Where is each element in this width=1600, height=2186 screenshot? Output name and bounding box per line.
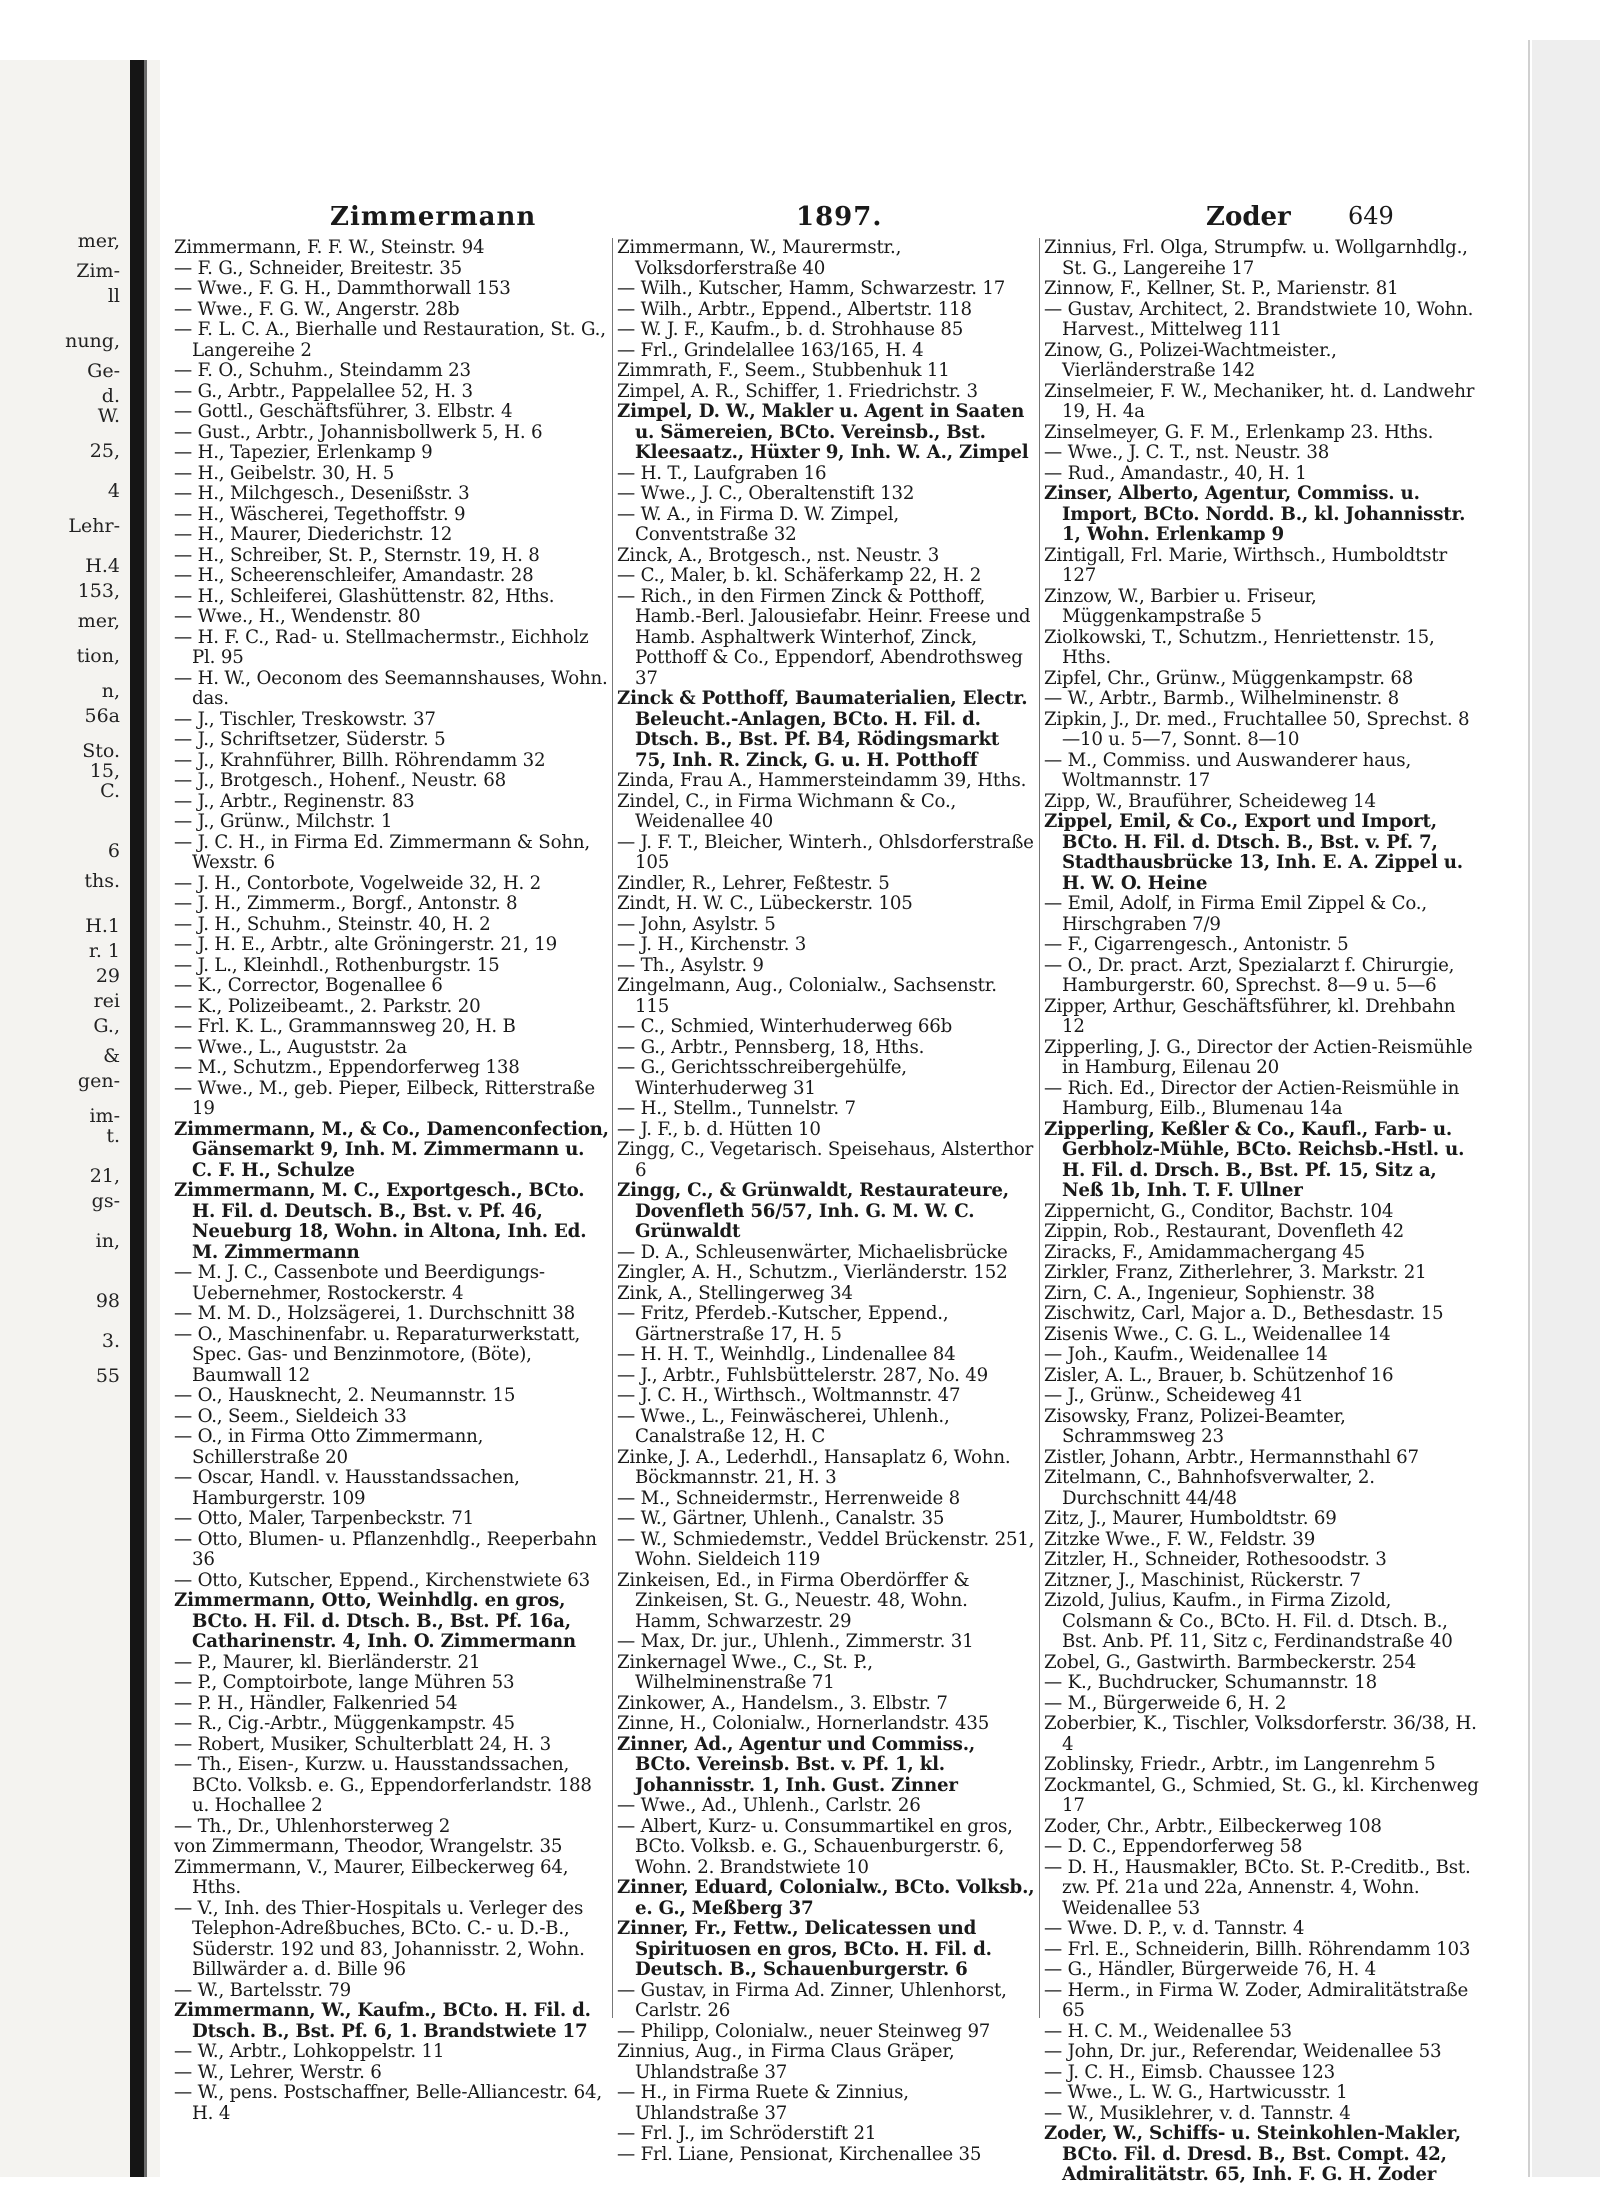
directory-entry: — Frl. E., Schneiderin, Billh. Röhrendamm 103	[1044, 1938, 1471, 1960]
gutter-text: rei	[93, 990, 120, 1012]
directory-entry: — M. M. D., Holzsägerei, 1. Durchschnitt 38	[174, 1303, 575, 1324]
directory-entry: — Wilh., Kutscher, Hamm, Schwarzestr. 17	[617, 278, 1006, 299]
directory-entry: Zinck & Potthoff, Baumaterialien, Electr. Beleucht.-Anlagen, BCto. H. Fil. d. Dtsch. B., Bst. Pf. B4, Rödingsmarkt 75, Inh. R. Zinck, G. u. H. Potthoff	[617, 688, 1028, 771]
directory-entry: — H. C. M., Weidenallee 53	[1044, 2020, 1292, 2042]
directory-entry: — F., Cigarrengesch., Antonistr. 5	[1044, 934, 1349, 955]
directory-entry: — Gustav, Architect, 2. Brandstwiete 10, Wohn. Harvest., Mittelweg 111	[1044, 298, 1474, 340]
gutter-text: ll	[107, 285, 120, 307]
running-head-left: Zimmermann	[330, 202, 537, 232]
directory-entry: — Robert, Musiker, Schulterblatt 24, H. 3	[174, 1733, 551, 1755]
directory-entry: — J. C. H., Eimsb. Chaussee 123	[1044, 2061, 1335, 2083]
directory-entry: — J. L., Kleinhdl., Rothenburgstr. 15	[174, 954, 500, 976]
directory-entry: Zingg, C., Vegetarisch. Speisehaus, Alsterthor 6	[617, 1139, 1034, 1181]
directory-entry: Zimmrath, F., Seem., Stubbenhuk 11	[617, 360, 950, 381]
gutter-text: r. 1	[88, 940, 120, 962]
directory-entry: Zimpel, A. R., Schiffer, 1. Friedrichstr. 3	[617, 380, 978, 402]
directory-entry: Zitzke Wwe., F. W., Feldstr. 39	[1044, 1528, 1316, 1550]
directory-entry: — H., Wäscherei, Tegethoffstr. 9	[174, 503, 466, 525]
directory-entry: — J., Grünw., Milchstr. 1	[174, 811, 393, 832]
gutter-text: Ge-	[87, 360, 120, 382]
page-header	[186, 202, 1486, 236]
directory-entry: — K., Buchdrucker, Schumannstr. 18	[1044, 1672, 1377, 1693]
gutter-text: t.	[106, 1125, 120, 1147]
gutter-text: in,	[95, 1230, 120, 1252]
directory-entry: — K., Polizeibeamt., 2. Parkstr. 20	[174, 995, 481, 1017]
directory-entry: Zingler, A. H., Schutzm., Vierländerstr. 152	[617, 1262, 1008, 1283]
directory-entry: — Th., Eisen-, Kurzw. u. Hausstandssachen, BCto. Volksb. e. G., Eppendorferlandstr. 188 u. Hochallee 2	[174, 1754, 592, 1816]
directory-entry: Zizold, Julius, Kaufm., in Firma Zizold, Colsmann & Co., BCto. H. Fil. d. Dtsch. B., Bst. Anb. Pf. 11, Sitz c, Ferdinandstraße 40	[1044, 1590, 1453, 1652]
gutter-text: 153,	[77, 580, 120, 602]
directory-entry: — W., Musiklehrer, v. d. Tannstr. 4	[1044, 2102, 1351, 2124]
directory-entry: — Frl. J., im Schröderstift 21	[617, 2123, 877, 2144]
directory-entry: — Albert, Kurz- u. Consummartikel en gros, BCto. Volksb. e. G., Schauenburgerstr. 6, Wohn. 2. Brandstwiete 10	[617, 1815, 1013, 1878]
directory-entry: Zinkower, A., Handelsm., 3. Elbstr. 7	[617, 1692, 948, 1714]
directory-column-1	[174, 238, 610, 2124]
directory-entry: Zinner, Fr., Fettw., Delicatessen und Spirituosen en gros, BCto. H. Fil. d. Deutsch. B., Schauenburgerstr. 6	[617, 1918, 992, 1980]
directory-entry: — Herm., in Firma W. Zoder, Admiralitätstraße 65	[1044, 1979, 1469, 2021]
directory-entry: — Wwe., F. G. W., Angerstr. 28b	[174, 298, 460, 320]
directory-entry: — Wwe., H., Wendenstr. 80	[174, 606, 421, 627]
directory-entry: — W., pens. Postschaffner, Belle-Alliancestr. 64, H. 4	[174, 2082, 602, 2124]
directory-entry: — O., Seem., Sieldeich 33	[174, 1405, 407, 1427]
directory-entry: Zinnius, Aug., in Firma Claus Gräper, Uhlandstraße 37	[617, 2041, 955, 2083]
directory-entry: — J., Schriftsetzer, Süderstr. 5	[174, 729, 446, 750]
directory-entry: Zirn, C. A., Ingenieur, Sophienstr. 38	[1044, 1282, 1375, 1304]
directory-entry: — D. A., Schleusenwärter, Michaelisbrücke	[617, 1241, 1008, 1263]
directory-entry: — M., Schneidermstr., Herrenweide 8	[617, 1487, 961, 1509]
directory-entry: — Emil, Adolf, in Firma Emil Zippel & Co., Hirschgraben 7/9	[1044, 893, 1427, 935]
directory-entry: — P. H., Händler, Falkenried 54	[174, 1692, 458, 1714]
directory-entry: — W. J. F., Kaufm., b. d. Strohhause 85	[617, 319, 964, 340]
directory-entry: — Fritz, Pferdeb.-Kutscher, Eppend., Gärtnerstraße 17, H. 5	[617, 1303, 949, 1345]
directory-entry: Zitzler, H., Schneider, Rothesoodstr. 3	[1044, 1549, 1387, 1570]
directory-entry: Zockmantel, G., Schmied, St. G., kl. Kirchenweg 17	[1044, 1774, 1479, 1816]
directory-entry: — V., Inh. des Thier-Hospitals u. Verleger des Telephon-Adreßbuches, BCto. C.- u. D.-B., Süderstr. 192 und 83, Johannisstr. 2, Wohn. Billwärder a. d. Bille 96	[174, 1897, 585, 1980]
directory-entry: Zoder, W., Schiffs- u. Steinkohlen-Makler, BCto. Fil. d. Dresd. B., Bst. Compt. 42, Admiralitätstr. 65, Inh. F. G. H. Zoder	[1044, 2123, 1461, 2185]
gutter-text: 55	[95, 1365, 120, 1387]
directory-entry: — Gustav, in Firma Ad. Zinner, Uhlenhorst, Carlstr. 26	[617, 1979, 1007, 2021]
directory-entry: — M., Bürgerweide 6, H. 2	[1044, 1692, 1287, 1714]
directory-entry: Zitelmann, C., Bahnhofsverwalter, 2. Durchschnitt 44/48	[1044, 1467, 1375, 1509]
directory-entry: Zisler, A. L., Brauer, b. Schützenhof 16	[1044, 1364, 1394, 1386]
directory-entry: Zipperling, J. G., Director der Actien-Reismühle in Hamburg, Eilenau 20	[1044, 1036, 1473, 1078]
directory-entry: — P., Comptoirbote, lange Mühren 53	[174, 1672, 515, 1693]
directory-entry: Zitzner, J., Maschinist, Rückerstr. 7	[1044, 1569, 1361, 1591]
directory-entry: Zipperling, Keßler & Co., Kaufl., Farb- u. Gerbholz-Mühle, BCto. Reichsb.-Hstl. u. H. Fil. d. Drsch. B., Bst. Pf. 15, Sitz a, Neß 1b, Inh. T. F. Ullner	[1044, 1118, 1465, 1201]
directory-entry: Zinck, A., Brotgesch., nst. Neustr. 3	[617, 544, 940, 566]
gutter-text: d.	[101, 385, 120, 407]
directory-entry: — H., Schleiferei, Glashüttenstr. 82, Hths.	[174, 585, 555, 607]
directory-entry: Zisenis Wwe., C. G. L., Weidenallee 14	[1044, 1323, 1391, 1345]
directory-entry: Zindler, R., Lehrer, Feßtestr. 5	[617, 872, 890, 894]
gutter-text: H.1	[85, 915, 120, 937]
directory-entry: — H. W., Oeconom des Seemannshauses, Wohn. das.	[174, 667, 608, 709]
directory-entry: Zimpel, D. W., Makler u. Agent in Saaten u. Sämereien, BCto. Vereinsb., Bst. Kleesaatz., Hüxter 9, Inh. W. A., Zimpel	[617, 401, 1029, 463]
directory-entry: — H., Scheerenschleifer, Amandastr. 28	[174, 565, 534, 586]
directory-entry: — G., Arbtr., Pappelallee 52, H. 3	[174, 380, 473, 402]
directory-entry: — Wwe., J. C., Oberaltenstift 132	[617, 483, 915, 504]
directory-entry: — W., Lehrer, Werstr. 6	[174, 2061, 382, 2083]
directory-entry: — Joh., Kaufm., Weidenallee 14	[1044, 1344, 1328, 1365]
directory-entry: — J., Grünw., Scheideweg 41	[1044, 1385, 1304, 1406]
directory-entry: Zinkeisen, Ed., in Firma Oberdörffer & Zinkeisen, St. G., Neuestr. 48, Wohn. Hamm, Schwarzestr. 29	[617, 1569, 970, 1632]
directory-entry: Zipper, Arthur, Geschäftsführer, kl. Drehbahn 12	[1044, 995, 1456, 1037]
directory-entry: Zimmermann, W., Maurermstr., Volksdorferstraße 40	[617, 237, 902, 279]
directory-entry: Zoblinsky, Friedr., Arbtr., im Langenrehm 5	[1044, 1754, 1436, 1775]
directory-entry: — O., Hausknecht, 2. Neumannstr. 15	[174, 1385, 516, 1406]
directory-entry: — H., in Firma Ruete & Zinnius, Uhlandstraße 37	[617, 2082, 909, 2124]
directory-entry: — J. F. T., Bleicher, Winterh., Ohlsdorferstraße 105	[617, 831, 1034, 873]
directory-entry: — Wwe., M., geb. Pieper, Eilbeck, Ritterstraße 19	[174, 1077, 595, 1119]
directory-entry: — Otto, Blumen- u. Pflanzenhdlg., Reeperbahn 36	[174, 1528, 597, 1570]
directory-entry: Zistler, Johann, Arbtr., Hermannsthahl 67	[1044, 1446, 1419, 1468]
directory-entry: Zink, A., Stellingerweg 34	[617, 1282, 853, 1304]
directory-entry: — J., Arbtr., Reginenstr. 83	[174, 790, 415, 812]
directory-entry: — Frl., Grindelallee 163/165, H. 4	[617, 339, 924, 361]
directory-entry: — W. A., in Firma D. W. Zimpel, Conventstraße 32	[617, 503, 899, 545]
directory-entry: — Oscar, Handl. v. Hausstandssachen, Hamburgerstr. 109	[174, 1467, 520, 1509]
directory-entry: Zinner, Ad., Agentur und Commiss., BCto. Vereinsb. Bst. v. Pf. 1, kl. Johannisstr. 1, Inh. Gust. Zinner	[617, 1733, 975, 1796]
directory-entry: Zippin, Rob., Restaurant, Dovenfleth 42	[1044, 1221, 1404, 1242]
directory-entry: — J. H., Schuhm., Steinstr. 40, H. 2	[174, 913, 491, 935]
gutter-text: 3.	[101, 1330, 120, 1352]
directory-entry: Zinzow, W., Barbier u. Friseur, Müggenkampstraße 5	[1044, 585, 1317, 627]
directory-entry: — Rich. Ed., Director der Actien-Reismühle in Hamburg, Eilb., Blumenau 14a	[1044, 1077, 1460, 1119]
gutter-text: C.	[100, 780, 120, 802]
directory-entry: Ziracks, F., Amidammachergang 45	[1044, 1241, 1365, 1263]
directory-entry: — O., Maschinenfabr. u. Reparaturwerkstatt, Spec. Gas- und Benzinmotore, (Böte), Baumwall 12	[174, 1323, 581, 1386]
directory-entry: — Wwe., L., Feinwäscherei, Uhlenh., Canalstraße 12, H. C	[617, 1405, 950, 1447]
directory-entry: Zindt, H. W. C., Lübeckerstr. 105	[617, 893, 913, 914]
book-spine	[130, 60, 144, 2177]
running-head-right: Zoder	[1206, 202, 1291, 232]
directory-entry: — D. H., Hausmakler, BCto. St. P.-Creditb., Bst. zw. Pf. 21a und 22a, Annenstr. 4, Wohn. Weidenallee 53	[1044, 1856, 1471, 1919]
column-rule	[612, 238, 613, 2018]
directory-entry: — M., Schutzm., Eppendorferweg 138	[174, 1057, 520, 1078]
gutter-text: n,	[101, 680, 120, 702]
directory-entry: Zimmermann, M. C., Exportgesch., BCto. H. Fil. d. Deutsch. B., Bst. v. Pf. 46, Neueburg 18, Wohn. in Altona, Inh. Ed. M. Zimmermann	[174, 1180, 587, 1263]
directory-entry: — H., Geibelstr. 30, H. 5	[174, 462, 395, 484]
directory-entry: — W., Bartelsstr. 79	[174, 1979, 351, 2001]
directory-entry: Zipp, W., Brauführer, Scheideweg 14	[1044, 790, 1376, 812]
directory-entry: Zitz, J., Maurer, Humboldtstr. 69	[1044, 1508, 1337, 1529]
directory-entry: — W., Schmiedemstr., Veddel Brückenstr. 251, Wohn. Sieldeich 119	[617, 1528, 1035, 1570]
directory-entry: — Gottl., Geschäftsführer, 3. Elbstr. 4	[174, 401, 513, 422]
directory-entry: Zoder, Chr., Arbtr., Eilbeckerweg 108	[1044, 1815, 1382, 1837]
directory-entry: — F. O., Schuhm., Steindamm 23	[174, 360, 471, 381]
gutter-text: nung,	[65, 330, 120, 352]
directory-entry: Zinnow, F., Kellner, St. P., Marienstr. 81	[1044, 278, 1399, 299]
gutter-text: &	[103, 1045, 120, 1067]
gutter-text: tion,	[76, 645, 120, 667]
directory-entry: — J., Arbtr., Fuhlsbüttelerstr. 287, No. 49	[617, 1364, 989, 1386]
directory-entry: — H. T., Laufgraben 16	[617, 462, 827, 484]
directory-entry: — G., Arbtr., Pennsberg, 18, Hths.	[617, 1036, 925, 1058]
directory-entry: — G., Händler, Bürgerweide 76, H. 4	[1044, 1959, 1376, 1980]
directory-entry: Zinke, J. A., Lederhdl., Hansaplatz 6, Wohn. Böckmannstr. 21, H. 3	[617, 1446, 1011, 1488]
gutter-text: 29	[95, 965, 120, 987]
directory-entry: Zindel, C., in Firma Wichmann & Co., Weidenallee 40	[617, 790, 957, 832]
directory-entry: Zimmermann, V., Maurer, Eilbeckerweg 64, Hths.	[174, 1856, 569, 1898]
directory-entry: — Wilh., Arbtr., Eppend., Albertstr. 118	[617, 298, 972, 320]
running-head-year: 1897.	[796, 202, 883, 232]
directory-entry: — J. C. H., in Firma Ed. Zimmermann & Sohn, Wexstr. 6	[174, 831, 590, 873]
gutter-text: 98	[95, 1290, 120, 1312]
directory-entry: — Frl. K. L., Grammannsweg 20, H. B	[174, 1016, 516, 1037]
directory-entry: — Wwe., J. C. T., nst. Neustr. 38	[1044, 442, 1330, 463]
directory-entry: Ziolkowski, T., Schutzm., Henriettenstr. 15, Hths.	[1044, 626, 1435, 668]
directory-entry: Zoberbier, K., Tischler, Volksdorferstr. 36/38, H. 4	[1044, 1713, 1477, 1755]
directory-entry: Zipkin, J., Dr. med., Fruchtallee 50, Sprechst. 8—10 u. 5—7, Sonnt. 8—10	[1044, 708, 1470, 750]
directory-entry: — C., Schmied, Winterhuderweg 66b	[617, 1016, 953, 1037]
directory-entry: — Wwe., L., Auguststr. 2a	[174, 1036, 407, 1058]
gutter-text: gs-	[91, 1190, 120, 1212]
directory-entry: — Wwe. D. P., v. d. Tannstr. 4	[1044, 1918, 1305, 1939]
directory-entry: Zingg, C., & Grünwaldt, Restaurateure, Dovenfleth 56/57, Inh. G. M. W. C. Grünwaldt	[617, 1180, 1009, 1242]
directory-entry: — J., Krahnführer, Billh. Röhrendamm 32	[174, 749, 546, 771]
directory-entry: — J. H., Contorbote, Vogelweide 32, H. 2	[174, 872, 542, 894]
directory-entry: — W., Arbtr., Barmb., Wilhelminenstr. 8	[1044, 688, 1400, 709]
directory-entry: Zimmermann, W., Kaufm., BCto. H. Fil. d. Dtsch. B., Bst. Pf. 6, 1. Brandstwiete 17	[174, 2000, 591, 2042]
page-edge	[1532, 40, 1600, 2177]
directory-entry: — P., Maurer, kl. Bierländerstr. 21	[174, 1651, 481, 1673]
directory-entry: — F. L. C. A., Bierhalle und Restauration, St. G., Langereihe 2	[174, 319, 606, 361]
directory-entry: Zimmermann, Otto, Weinhdlg. en gros, BCto. H. Fil. d. Dtsch. B., Bst. Pf. 16a, Catharinenstr. 4, Inh. O. Zimmermann	[174, 1590, 576, 1652]
directory-entry: — M., Commiss. und Auswanderer haus, Woltmannstr. 17	[1044, 749, 1412, 791]
gutter-text: 21,	[89, 1165, 120, 1187]
gutter-text: ths.	[84, 870, 120, 892]
directory-entry: — H. H. T., Weinhdlg., Lindenallee 84	[617, 1344, 956, 1365]
directory-entry: Zippel, Emil, & Co., Export und Import, BCto. H. Fil. d. Dtsch. B., Bst. v. Pf. 7, Stadthausbrücke 13, Inh. E. A. Zippel u. H. W. O. Heine	[1044, 811, 1463, 894]
gutter-text: im-	[89, 1105, 120, 1127]
directory-entry: Zinselmeyer, G. F. M., Erlenkamp 23. Hths.	[1044, 421, 1434, 443]
directory-entry: Zippernicht, G., Conditor, Bachstr. 104	[1044, 1200, 1394, 1222]
gutter-text: Zim-	[76, 260, 120, 282]
directory-entry: — J., Brotgesch., Hohenf., Neustr. 68	[174, 770, 506, 791]
page-edge-line	[1528, 40, 1530, 2177]
gutter-text: 56a	[84, 705, 120, 727]
directory-entry: — F. G., Schneider, Breitestr. 35	[174, 257, 463, 279]
directory-entry: — Wwe., Ad., Uhlenh., Carlstr. 26	[617, 1795, 921, 1816]
gutter-text: 25,	[89, 440, 120, 462]
directory-entry: — H., Tapezier, Erlenkamp 9	[174, 442, 433, 463]
directory-column-2	[617, 238, 1035, 2165]
directory-entry: Zinkernagel Wwe., C., St. P., Wilhelminenstraße 71	[617, 1651, 873, 1693]
directory-entry: — W., Gärtner, Uhlenh., Canalstr. 35	[617, 1508, 945, 1529]
gutter-text: Lehr-	[68, 515, 120, 537]
directory-entry: — Gust., Arbtr., Johannisbollwerk 5, H. 6	[174, 421, 543, 443]
directory-entry: — O., Dr. pract. Arzt, Spezialarzt f. Chirurgie, Hamburgerstr. 60, Sprechst. 8—9 u. 5—6	[1044, 954, 1455, 996]
gutter-text: Sto.	[82, 740, 120, 762]
gutter-text: 6	[107, 840, 120, 862]
gutter-text: 4	[107, 480, 120, 502]
directory-entry: — Philipp, Colonialw., neuer Steinweg 97	[617, 2020, 991, 2042]
gutter-text: 15,	[89, 760, 120, 782]
directory-entry: Zinner, Eduard, Colonialw., BCto. Volksb., e. G., Meßberg 37	[617, 1877, 1035, 1919]
gutter-text: H.4	[85, 555, 120, 577]
gutter-text: mer,	[77, 610, 120, 632]
directory-entry: Zintigall, Frl. Marie, Wirthsch., Humboldtstr 127	[1044, 544, 1447, 586]
gutter-text: gen-	[77, 1070, 120, 1092]
directory-entry: — K., Corrector, Bogenallee 6	[174, 975, 443, 996]
directory-entry: — J., Tischler, Treskowstr. 37	[174, 708, 436, 730]
directory-entry: — John, Dr. jur., Referendar, Weidenallee 53	[1044, 2041, 1442, 2062]
directory-entry: — J. H. E., Arbtr., alte Gröningerstr. 21, 19	[174, 934, 558, 955]
gutter-text: G.,	[93, 1015, 120, 1037]
directory-entry: — John, Asylstr. 5	[617, 913, 776, 935]
directory-entry: — H., Maurer, Diederichstr. 12	[174, 524, 453, 545]
directory-entry: Zinselmeier, F. W., Mechaniker, ht. d. Landwehr 19, H. 4a	[1044, 380, 1475, 422]
directory-entry: von Zimmermann, Theodor, Wrangelstr. 35	[174, 1836, 563, 1857]
directory-entry: Zinser, Alberto, Agentur, Commiss. u. Import, BCto. Nordd. B., kl. Johannisstr. 1, Wohn. Erlenkamp 9	[1044, 483, 1466, 545]
column-rule	[1039, 238, 1040, 2018]
directory-entry: — J. H., Zimmerm., Borgf., Antonstr. 8	[174, 893, 518, 914]
directory-entry: Zischwitz, Carl, Major a. D., Bethesdastr. 15	[1044, 1303, 1444, 1324]
directory-entry: — H. F. C., Rad- u. Stellmachermstr., Eichholz Pl. 95	[174, 626, 589, 668]
gutter-text: W.	[97, 405, 120, 427]
directory-entry: — R., Cig.-Arbtr., Müggenkampstr. 45	[174, 1713, 515, 1734]
directory-entry: — Wwe., L. W. G., Hartwicusstr. 1	[1044, 2082, 1348, 2103]
directory-entry: — Frl. Liane, Pensionat, Kirchenallee 35	[617, 2143, 982, 2165]
directory-entry: — Otto, Maler, Tarpenbeckstr. 71	[174, 1508, 474, 1529]
directory-entry: — H., Schreiber, St. P., Sternstr. 19, H. 8	[174, 544, 540, 566]
directory-entry: Zimmermann, M., & Co., Damenconfection, Gänsemarkt 9, Inh. M. Zimmermann u. C. F. H., Schulze	[174, 1118, 609, 1181]
directory-entry: — C., Maler, b. kl. Schäferkamp 22, H. 2	[617, 565, 982, 586]
directory-entry: — H., Milchgesch., Desenißstr. 3	[174, 483, 470, 504]
directory-entry: — Th., Dr., Uhlenhorsterweg 2	[174, 1815, 451, 1837]
directory-entry: — Rud., Amandastr., 40, H. 1	[1044, 462, 1307, 484]
directory-entry: — G., Gerichtsschreibergehülfe, Winterhuderweg 31	[617, 1057, 907, 1099]
directory-entry: — Th., Asylstr. 9	[617, 954, 764, 976]
directory-entry: — Rich., in den Firmen Zinck & Potthoff, Hamb.-Berl. Jalousiefabr. Heinr. Freese und Hamb. Asphaltwerk Winterhof, Zinck, Potthoff & Co., Eppendorf, Abendrothsweg 37	[617, 585, 1031, 689]
directory-entry: Zisowsky, Franz, Polizei-Beamter, Schrammsweg 23	[1044, 1405, 1346, 1447]
directory-entry: — W., Arbtr., Lohkoppelstr. 11	[174, 2041, 445, 2062]
directory-entry: — J. C. H., Wirthsch., Woltmannstr. 47	[617, 1385, 961, 1406]
directory-entry: Zirkler, Franz, Zitherlehrer, 3. Markstr. 21	[1044, 1262, 1427, 1283]
directory-entry: Zobel, G., Gastwirth. Barmbeckerstr. 254	[1044, 1651, 1417, 1673]
page-number: 649	[1348, 202, 1394, 230]
directory-entry: Zingelmann, Aug., Colonialw., Sachsenstr. 115	[617, 975, 997, 1017]
directory-entry: — M. J. C., Cassenbote und Beerdigungs-Uebernehmer, Rostockerstr. 4	[174, 1262, 545, 1304]
directory-entry: — Max, Dr. jur., Uhlenh., Zimmerstr. 31	[617, 1631, 974, 1652]
book-spine-shadow	[144, 60, 147, 2177]
directory-entry: Zinow, G., Polizei-Wachtmeister., Vierländerstraße 142	[1044, 339, 1337, 381]
directory-entry: — J. F., b. d. Hütten 10	[617, 1118, 821, 1140]
directory-entry: — D. C., Eppendorferweg 58	[1044, 1836, 1303, 1857]
directory-entry: — Otto, Kutscher, Eppend., Kirchenstwiete 63	[174, 1569, 590, 1591]
directory-column-3	[1044, 238, 1480, 2186]
directory-entry: — H., Stellm., Tunnelstr. 7	[617, 1098, 856, 1119]
directory-entry: — Wwe., F. G. H., Dammthorwall 153	[174, 278, 511, 299]
directory-entry: Zinnius, Frl. Olga, Strumpfw. u. Wollgarnhdlg., St. G., Langereihe 17	[1044, 237, 1468, 279]
directory-entry: Zinne, H., Colonialw., Hornerlandstr. 435	[617, 1713, 990, 1734]
directory-entry: — O., in Firma Otto Zimmermann, Schillerstraße 20	[174, 1426, 484, 1468]
directory-entry: Zinda, Frau A., Hammersteindamm 39, Hths.	[617, 770, 1027, 791]
directory-entry: Zimmermann, F. F. W., Steinstr. 94	[174, 237, 485, 258]
gutter-text: mer,	[77, 230, 120, 252]
directory-entry: Zipfel, Chr., Grünw., Müggenkampstr. 68	[1044, 667, 1414, 689]
directory-entry: — J. H., Kirchenstr. 3	[617, 934, 807, 955]
